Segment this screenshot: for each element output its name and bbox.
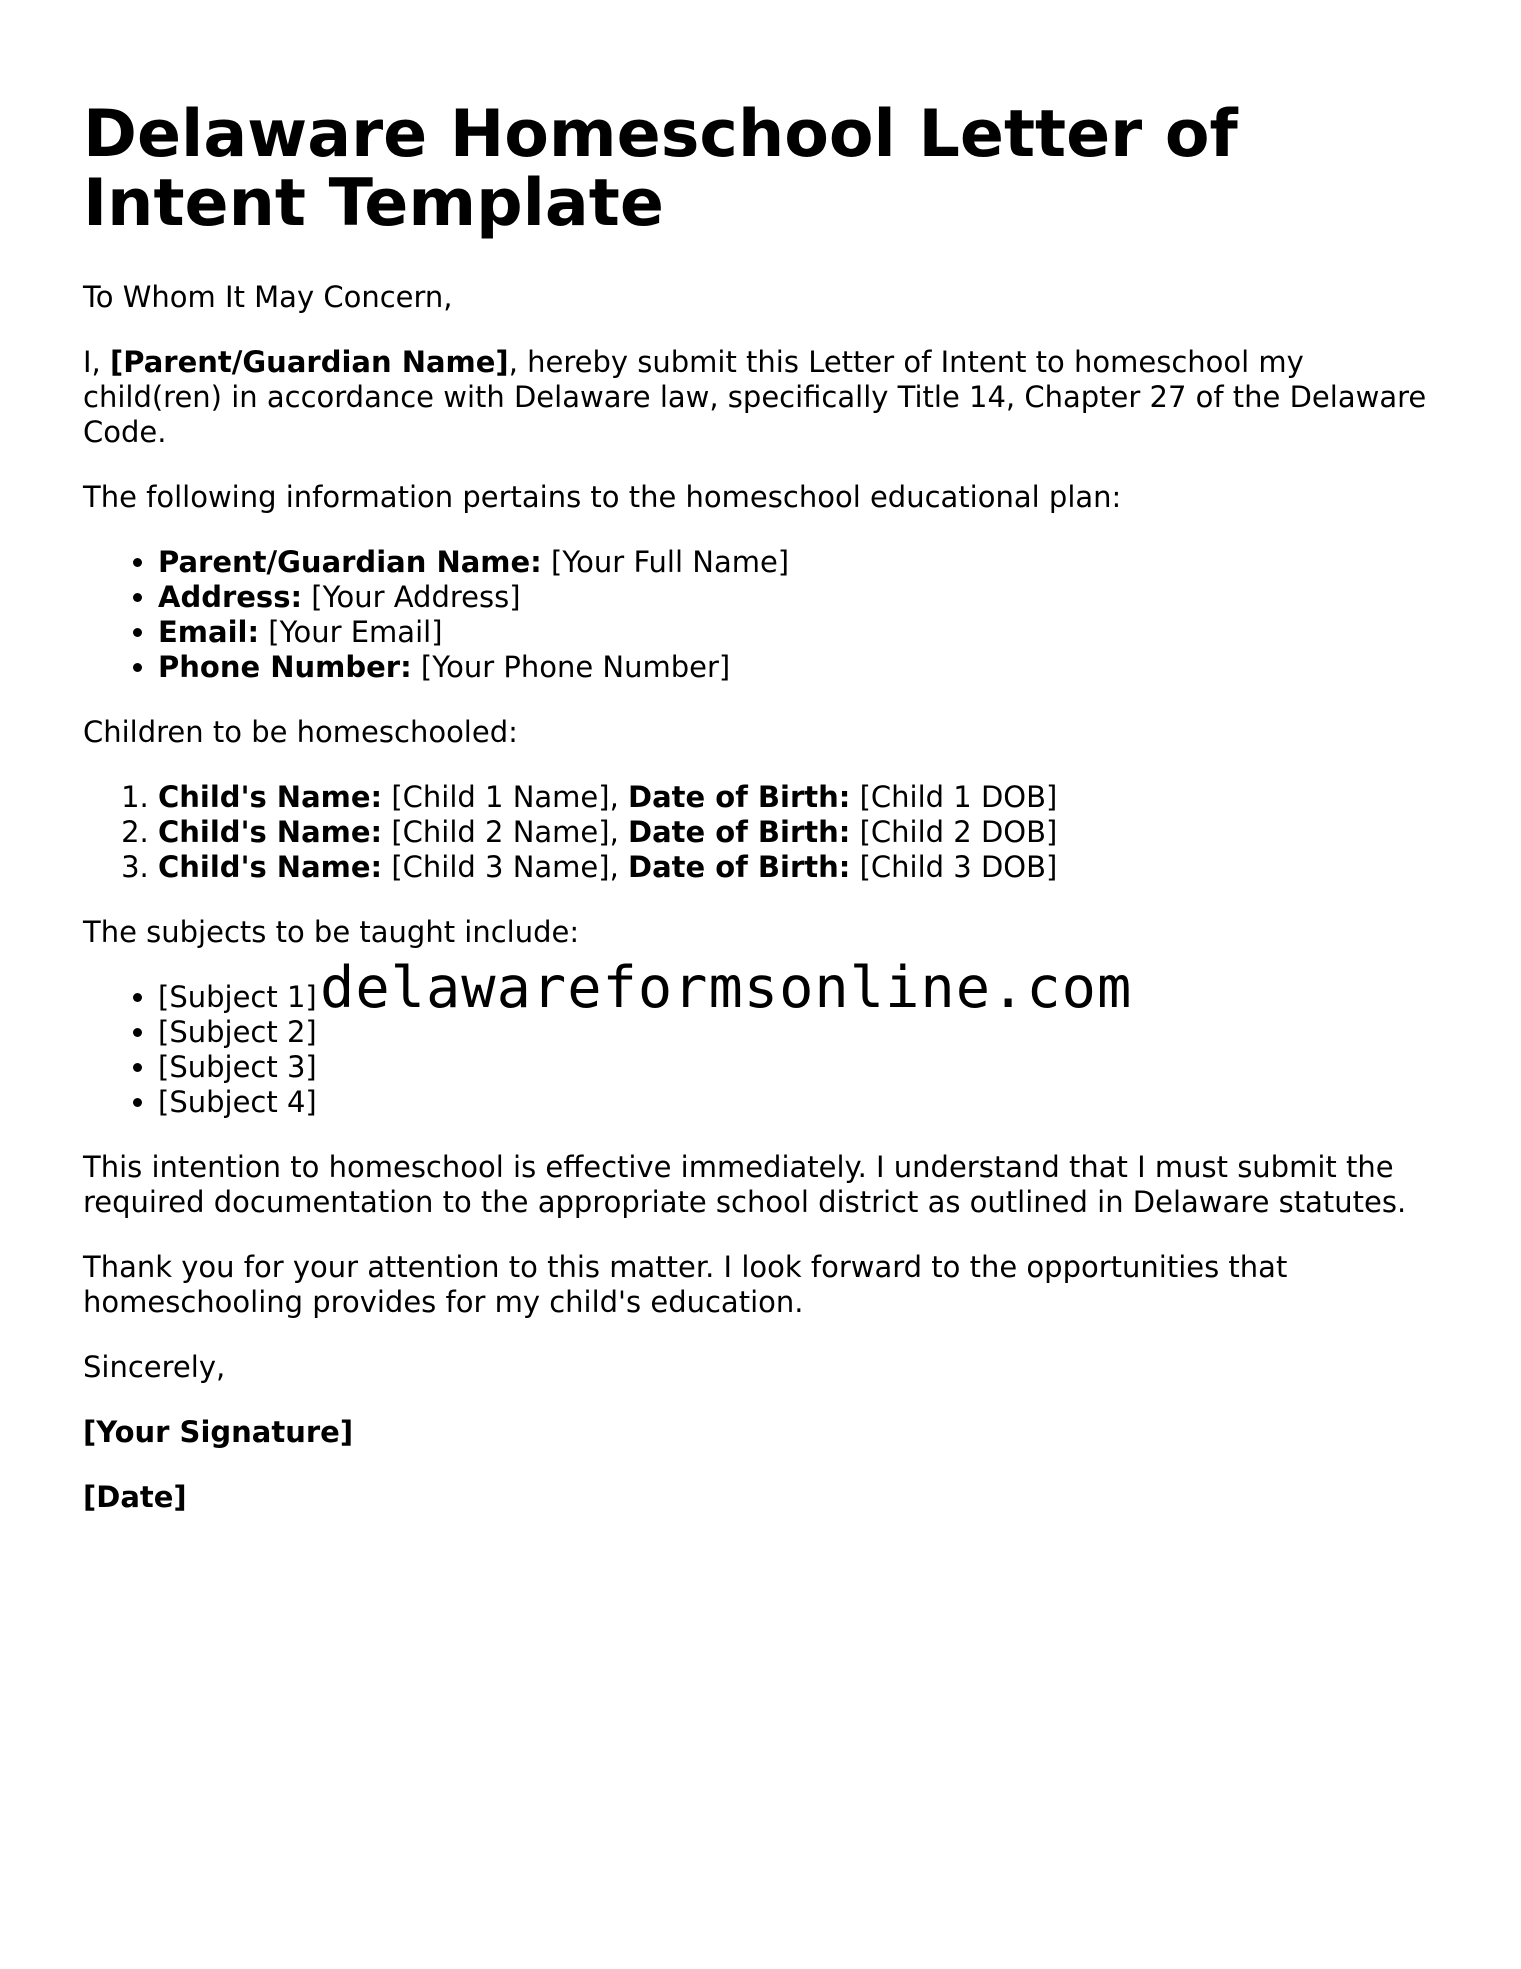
child-dob-label: Date of Birth: [628, 850, 851, 884]
date-placeholder [83, 1480, 1443, 1515]
info-intro: The following information pertains to the homeschool educational plan: [83, 480, 1122, 514]
date-text: [Date] [83, 1480, 187, 1514]
child-dob-label: Date of Birth: [628, 815, 851, 849]
child-name-value: [Child 2 Name], [382, 815, 629, 849]
subject-item: • [Subject 1] [158, 980, 1443, 1015]
child-item [158, 780, 1443, 815]
subject-item: • [Subject 4] [158, 1085, 1443, 1120]
page-title: Delaware Homeschool Letter of Intent Template [83, 97, 1238, 241]
info-value: [Your Phone Number] [411, 650, 731, 684]
subject-item: • [Subject 3] [158, 1050, 1443, 1085]
info-label: Address: [158, 580, 303, 614]
child-item [158, 815, 1443, 850]
intro-suffix: , hereby submit this Letter of Intent to homeschool my child(ren) in accordance with Delaware law, specifically Title 14, Chapter 27 of the Delaware Code. [83, 345, 1427, 449]
salutation: To Whom It May Concern, [83, 280, 453, 314]
info-item-parent-name [158, 545, 1443, 580]
info-label: Phone Number: [158, 650, 412, 684]
child-item [158, 850, 1443, 885]
subjects-intro: The subjects to be taught include: [83, 915, 580, 949]
child-name-label: Child's Name: [158, 815, 383, 849]
letter-document [83, 97, 1443, 1545]
info-list [83, 545, 1443, 685]
child-dob-value: [Child 2 DOB] [850, 815, 1058, 849]
info-item-email [158, 615, 1443, 650]
child-name-value: [Child 1 Name], [382, 780, 629, 814]
signature-text: [Your Signature] [83, 1415, 354, 1449]
watermark: delawareformsonline.com [320, 955, 1133, 1021]
info-value: [Your Email] [259, 615, 443, 649]
info-label: Email: [158, 615, 260, 649]
thanks-paragraph: Thank you for your attention to this matter. I look forward to the opportunities that homeschooling provides for my child's education. [83, 1250, 1288, 1319]
child-name-value: [Child 3 Name], [382, 850, 629, 884]
child-dob-value: [Child 3 DOB] [850, 850, 1058, 884]
child-dob-value: [Child 1 DOB] [850, 780, 1058, 814]
intro-paragraph [83, 345, 1443, 450]
child-name-label: Child's Name: [158, 780, 383, 814]
info-item-address [158, 580, 1443, 615]
intro-prefix: I, [83, 345, 110, 379]
children-list [83, 780, 1443, 885]
subject-item: • [Subject 2] [158, 1015, 1443, 1050]
closing: Sincerely, [83, 1350, 226, 1384]
info-item-phone [158, 650, 1443, 685]
children-intro: Children to be homeschooled: [83, 715, 518, 749]
info-value: [Your Address] [302, 580, 521, 614]
info-value: [Your Full Name] [541, 545, 790, 579]
child-dob-label: Date of Birth: [628, 780, 851, 814]
effective-paragraph: This intention to homeschool is effective immediately. I understand that I must submit the required documentation to the appropriate school district as outlined in Delaware statutes. [83, 1150, 1407, 1219]
parent-name-placeholder: [Parent/Guardian Name] [110, 345, 509, 379]
signature-placeholder [83, 1415, 1443, 1450]
info-label: Parent/Guardian Name: [158, 545, 542, 579]
child-name-label: Child's Name: [158, 850, 383, 884]
